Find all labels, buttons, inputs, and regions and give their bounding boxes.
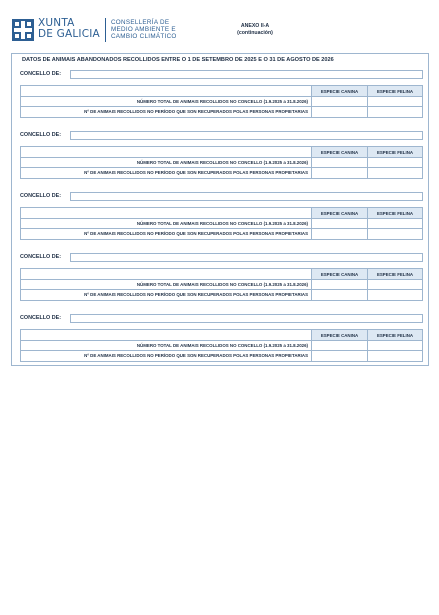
col-especie-felina: ESPECIE FELINA	[367, 147, 422, 157]
table-row-recovered	[21, 107, 422, 117]
total-felina-field[interactable]	[367, 341, 422, 350]
dept-line-1: CONSELLERÍA DE	[110, 19, 170, 26]
col-especie-felina: ESPECIE FELINA	[367, 330, 422, 340]
header-blank	[21, 86, 311, 96]
table-row-total	[21, 280, 422, 290]
table-header-row	[21, 330, 422, 341]
xunta-cross-icon	[12, 19, 34, 41]
table-row-total	[21, 158, 422, 168]
table-row-recovered	[21, 229, 422, 239]
animals-table	[20, 207, 423, 240]
col-especie-felina: ESPECIE FELINA	[367, 269, 422, 279]
department-name	[111, 19, 177, 41]
table-header-row	[21, 147, 422, 158]
col-especie-canina: ESPECIE CANINA	[311, 208, 367, 218]
total-felina-field[interactable]	[367, 280, 422, 289]
header-blank	[21, 208, 311, 218]
total-canina-field[interactable]	[311, 219, 367, 228]
concello-label: CONCELLO DE:	[20, 193, 62, 199]
row-recovered-label: Nº DE ANIMAIS RECOLLIDOS NO PERÍODO QUE SON RECUPERADOS POLAS PERSONAS PROPIETARIAS	[84, 292, 308, 297]
total-canina-field[interactable]	[311, 158, 367, 167]
recovered-canina-field[interactable]	[311, 229, 367, 239]
table-header-row	[21, 86, 422, 97]
header-blank	[21, 269, 311, 279]
col-especie-felina: ESPECIE FELINA	[367, 208, 422, 218]
row-recovered-label: Nº DE ANIMAIS RECOLLIDOS NO PERÍODO QUE SON RECUPERADOS POLAS PERSONAS PROPIETARIAS	[84, 231, 308, 236]
recovered-felina-field[interactable]	[367, 229, 422, 239]
table-row-total	[21, 219, 422, 229]
concello-input[interactable]	[70, 314, 423, 323]
row-total-label: NÚMERO TOTAL DE ANIMAIS RECOLLIDOS NO CONCELLO (1.9.2025 a 31.8.2026)	[136, 160, 308, 165]
total-canina-field[interactable]	[311, 97, 367, 106]
table-header-row	[21, 269, 422, 280]
total-canina-field[interactable]	[311, 280, 367, 289]
animals-table	[20, 146, 423, 179]
total-felina-field[interactable]	[367, 97, 422, 106]
table-row-recovered	[21, 351, 422, 361]
concello-input[interactable]	[70, 253, 423, 262]
header-blank	[21, 330, 311, 340]
recovered-felina-field[interactable]	[367, 351, 422, 361]
table-row-recovered	[21, 168, 422, 178]
row-recovered-label: Nº DE ANIMAIS RECOLLIDOS NO PERÍODO QUE SON RECUPERADOS POLAS PERSONAS PROPIETARIAS	[84, 353, 308, 358]
row-total-label: NÚMERO TOTAL DE ANIMAIS RECOLLIDOS NO CONCELLO (1.9.2025 a 31.8.2026)	[136, 343, 308, 348]
concello-label: CONCELLO DE:	[20, 71, 62, 77]
table-row-recovered	[21, 290, 422, 300]
total-felina-field[interactable]	[367, 158, 422, 167]
annex-subtitle: (continuación)	[237, 30, 273, 36]
recovered-felina-field[interactable]	[367, 107, 422, 117]
annex-title: ANEXO II-A	[240, 23, 270, 29]
animals-table	[20, 268, 423, 301]
dept-line-3: CAMBIO CLIMÁTICO	[110, 33, 177, 41]
col-especie-canina: ESPECIE CANINA	[311, 269, 367, 279]
recovered-canina-field[interactable]	[311, 168, 367, 178]
form-title: DATOS DE ANIMAIS ABANDONADOS RECOLLIDOS ENTRE O 1 DE SETEMBRO DE 2025 E O 31 DE AGOSTO DE 2026	[22, 57, 334, 63]
row-recovered-label: Nº DE ANIMAIS RECOLLIDOS NO PERÍODO QUE SON RECUPERADOS POLAS PERSONAS PROPIETARIAS	[84, 170, 308, 175]
page-header	[12, 18, 432, 52]
form-frame	[11, 53, 429, 366]
recovered-canina-field[interactable]	[311, 107, 367, 117]
recovered-canina-field[interactable]	[311, 290, 367, 300]
table-header-row	[21, 208, 422, 219]
logo-line-1: XUNTA	[38, 17, 75, 29]
concello-input[interactable]	[70, 131, 423, 140]
logo-divider	[105, 18, 106, 42]
concello-block	[12, 132, 430, 187]
recovered-felina-field[interactable]	[367, 168, 422, 178]
recovered-canina-field[interactable]	[311, 351, 367, 361]
col-especie-canina: ESPECIE CANINA	[311, 86, 367, 96]
dept-line-2: MEDIO AMBIENTE E	[110, 26, 176, 34]
annex-heading	[220, 23, 290, 37]
concello-block	[12, 193, 430, 248]
concello-block	[12, 254, 430, 309]
animals-table	[20, 85, 423, 118]
logo-wordmark	[38, 18, 100, 40]
concello-label: CONCELLO DE:	[20, 315, 62, 321]
table-row-total	[21, 97, 422, 107]
recovered-felina-field[interactable]	[367, 290, 422, 300]
col-especie-felina: ESPECIE FELINA	[367, 86, 422, 96]
row-total-label: NÚMERO TOTAL DE ANIMAIS RECOLLIDOS NO CONCELLO (1.9.2025 a 31.8.2026)	[136, 221, 308, 226]
animals-table	[20, 329, 423, 362]
col-especie-canina: ESPECIE CANINA	[311, 330, 367, 340]
row-total-label: NÚMERO TOTAL DE ANIMAIS RECOLLIDOS NO CONCELLO (1.9.2025 a 31.8.2026)	[136, 99, 308, 104]
logo-line-2: DE GALICIA	[38, 28, 100, 40]
col-especie-canina: ESPECIE CANINA	[311, 147, 367, 157]
xunta-logo	[12, 18, 177, 42]
header-blank	[21, 147, 311, 157]
total-canina-field[interactable]	[311, 341, 367, 350]
concello-block	[12, 315, 430, 370]
row-total-label: NÚMERO TOTAL DE ANIMAIS RECOLLIDOS NO CONCELLO (1.9.2025 a 31.8.2026)	[136, 282, 308, 287]
row-recovered-label: Nº DE ANIMAIS RECOLLIDOS NO PERÍODO QUE SON RECUPERADOS POLAS PERSONAS PROPIETARIAS	[84, 109, 308, 114]
concello-label: CONCELLO DE:	[20, 132, 62, 138]
concello-label: CONCELLO DE:	[20, 254, 62, 260]
concello-input[interactable]	[70, 192, 423, 201]
total-felina-field[interactable]	[367, 219, 422, 228]
table-row-total	[21, 341, 422, 351]
concello-block	[12, 71, 430, 126]
concello-input[interactable]	[70, 70, 423, 79]
